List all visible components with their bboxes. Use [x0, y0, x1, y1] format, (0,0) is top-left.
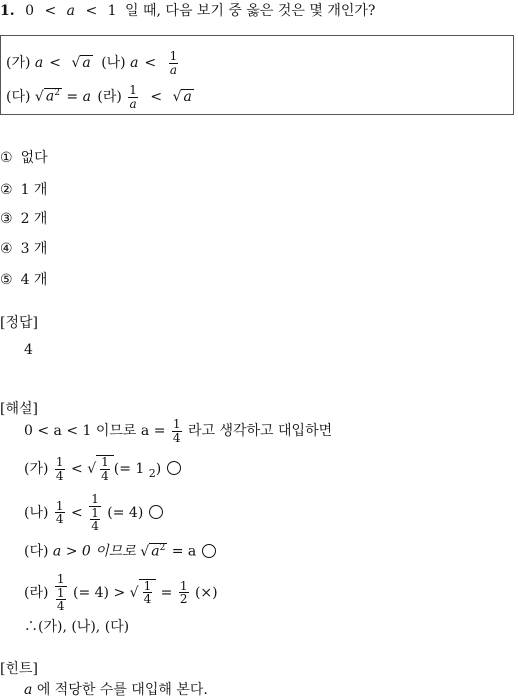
var-a: a — [66, 3, 75, 19]
question-text: 일 때, 다음 보기 중 옳은 것은 몇 개인가? — [125, 3, 376, 19]
frac-1-over-a: $\frac{1}{a}$ — [169, 49, 178, 77]
explanation-line-da: (다) a > 0 이므로 √ $a^2 = a$ — [24, 543, 217, 559]
cond-b: 1 — [107, 3, 117, 19]
hint-text: a 에 적당한 수를 대입해 본다. — [24, 682, 208, 698]
box-line-1: (가) a < √ a (나) a < $\frac{1}{a}$ — [6, 49, 178, 77]
lt-1: < — [44, 3, 57, 19]
label-na: (나) — [101, 55, 126, 72]
choice-1[interactable]: ① 없다 — [0, 150, 48, 166]
lt-2: < — [85, 3, 98, 19]
explanation-label: [해설] — [0, 401, 38, 417]
explanation-line-ra: (라) $\frac{1}{\frac{1}{4}}$ (= 4) > √ $\frac{1}{4}$ = $\frac{1}{2}$ (×) — [24, 572, 218, 614]
label-ga: (가) — [6, 55, 31, 72]
circle-mark — [167, 461, 181, 475]
circle-mark-3 — [202, 544, 216, 558]
question-number: 1. — [0, 3, 15, 19]
explanation-conclusion: ∴(가), (나), (다) — [24, 619, 130, 635]
choice-3[interactable]: ③ 2 개 — [0, 211, 48, 227]
answer-label: [정답] — [0, 315, 38, 331]
choice-2[interactable]: ② 1 개 — [0, 182, 48, 198]
cond-a: 0 — [25, 3, 34, 19]
label-da: (다) — [6, 89, 31, 106]
circle-mark-2 — [149, 505, 163, 519]
label-ra: (라) — [97, 89, 122, 106]
choice-4[interactable]: ④ 3 개 — [0, 241, 48, 257]
question — [0, 4, 375, 18]
explanation-line-1: 0 < a < 1 이므로 a = $\frac{1}{4}$ 라고 생각하고 대입하면 — [24, 417, 333, 445]
hint-label: [힌트] — [0, 661, 38, 677]
explanation-line-na: (나) $\frac{1}{4}$ < $\frac{1}{\frac{1}{4}}$ (= 4) — [24, 493, 164, 533]
explanation-line-ga: (가) $\frac{1}{4}$ < √ $\frac{1}{4}$ (= 1 $_2$) — [24, 455, 182, 482]
frac-1-over-a-2: $\frac{1}{a}$ — [129, 83, 137, 111]
answer-value: 4 — [24, 342, 33, 358]
box-line-2: (다) √ $a^2 = a$ (라) $\frac{1}{a}$ < √ a — [6, 83, 192, 111]
choice-5[interactable]: ⑤ 4 개 — [0, 272, 48, 288]
